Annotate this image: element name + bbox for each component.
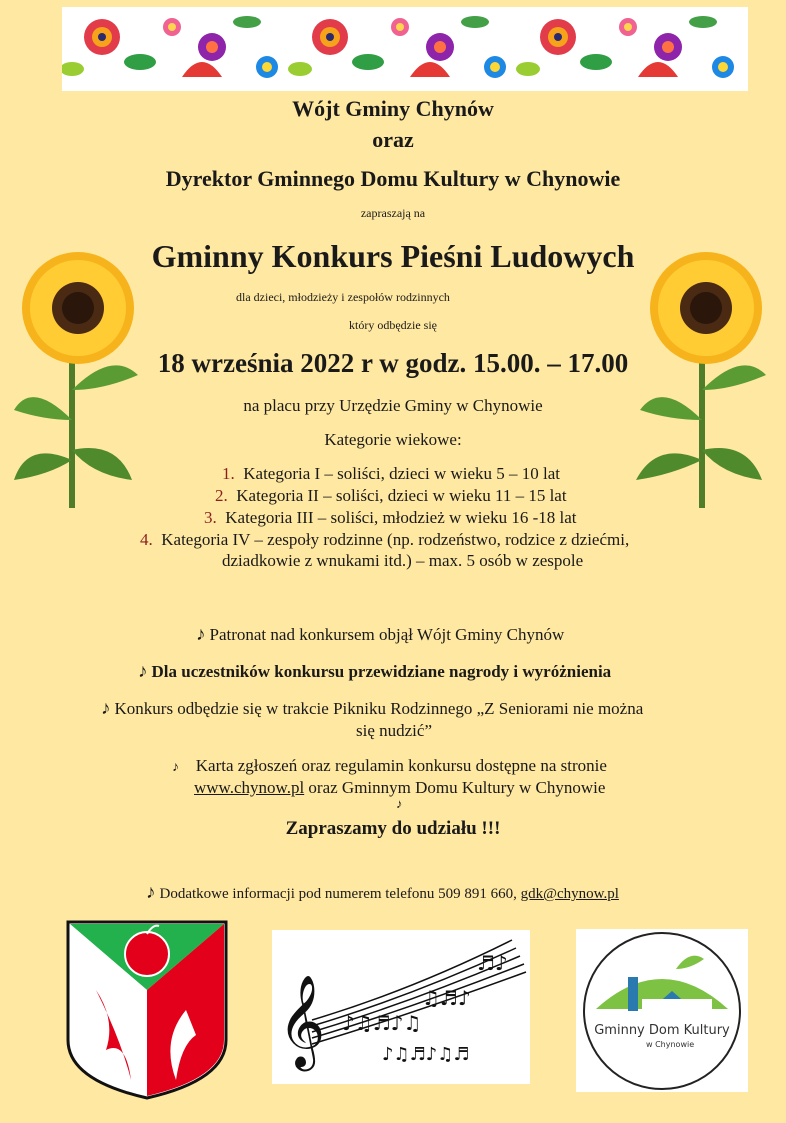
contact-note: ♪ Dodatkowe informacji pod numerem telefonu 509 891 660, gdk@chynow.pl [146, 882, 619, 903]
invite-all: Zapraszamy do udziału !!! [285, 818, 501, 839]
gdk-logo-sub: w Chynowie [646, 1040, 695, 1049]
coat-of-arms [66, 920, 228, 1100]
music-note-icon: ♪ [138, 661, 148, 682]
list-item [140, 529, 629, 550]
gdk-logo-name: Gminny Dom Kultury [594, 1023, 730, 1038]
event-date: 18 września 2022 r w godz. 15.00. – 17.00 [157, 348, 629, 378]
event-title: Gminny Konkurs Pieśni Ludowych [151, 238, 635, 274]
list-item [215, 485, 567, 506]
audience-line: dla dzieci, młodzieży i zespołów rodzinnych [236, 290, 450, 304]
svg-text:𝄞: 𝄞 [278, 974, 326, 1067]
music-note-icon: ♪ [146, 882, 156, 903]
patronage-note: ♪ Patronat nad konkursem objął Wójt Gminy Chynów [196, 624, 565, 645]
svg-text:♪♫♬♪♫♬: ♪♫♬♪♫♬ [382, 1044, 470, 1065]
category-number: 2. [215, 486, 228, 505]
music-note-icon: ♪ [396, 796, 403, 811]
event-place: na placu przy Urzędzie Gminy w Chynowie [243, 396, 543, 415]
picnic-note: ♪ Konkurs odbędzie się w trakcie Pikniku Rodzinnego „Z Seniorami nie można [101, 698, 644, 719]
music-notes-graphic [272, 930, 530, 1084]
category-number: 1. [222, 464, 235, 483]
invite-line: zapraszają na [360, 206, 426, 220]
sunflower-illustration [632, 250, 772, 510]
category-number: 4. [140, 530, 153, 549]
picnic-note-continuation: się nudzić” [356, 721, 432, 740]
list-item [204, 507, 576, 528]
email-link[interactable]: gdk@chynow.pl [520, 886, 619, 902]
category-number: 3. [204, 508, 217, 527]
music-note-icon: ♪ [196, 624, 206, 645]
folk-pattern-banner [62, 7, 748, 91]
svg-text:♫♬♪: ♫♬♪ [422, 986, 471, 1010]
organizer-line-1: Wójt Gminy Chynów [292, 96, 494, 121]
category-text: Kategoria I – soliści, dzieci w wieku 5 – 10 lat [243, 464, 561, 483]
svg-text:♬♪: ♬♪ [477, 951, 508, 975]
categories-heading: Kategorie wiekowe: [324, 430, 462, 449]
website-link[interactable]: www.chynow.pl [194, 778, 305, 797]
category-text: Kategoria III – soliści, młodzież w wieku 16 -18 lat [225, 508, 577, 527]
prizes-note: ♪ Dla uczestników konkursu przewidziane nagrody i wyróżnienia [138, 661, 612, 682]
gdk-logo [576, 929, 748, 1092]
svg-text:♪♫♬♪♫: ♪♫♬♪♫ [342, 1011, 422, 1035]
which-line: który odbędzie się [349, 318, 437, 332]
form-note: ♪ Karta zgłoszeń oraz regulamin konkursu dostępne na stronie [172, 756, 607, 775]
sunflower-illustration [10, 250, 150, 510]
form-note-continuation: www.chynow.pl oraz Gminnym Domu Kultury w Chynowie [194, 778, 606, 797]
music-note-icon: ♪ [101, 698, 111, 719]
music-note-icon: ♪ [172, 760, 179, 775]
list-item [222, 463, 560, 484]
category-text: Kategoria IV – zespoły rodzinne (np. rodzeństwo, rodzice z dziećmi, [161, 530, 630, 549]
organizer-line-2: oraz [372, 127, 414, 152]
category-text-continuation: dziadkowie z wnukami itd.) – max. 5 osób w zespole [222, 551, 584, 570]
organizer-line-3: Dyrektor Gminnego Domu Kultury w Chynowie [165, 166, 621, 191]
category-text: Kategoria II – soliści, dzieci w wieku 11 – 15 lat [236, 486, 567, 505]
